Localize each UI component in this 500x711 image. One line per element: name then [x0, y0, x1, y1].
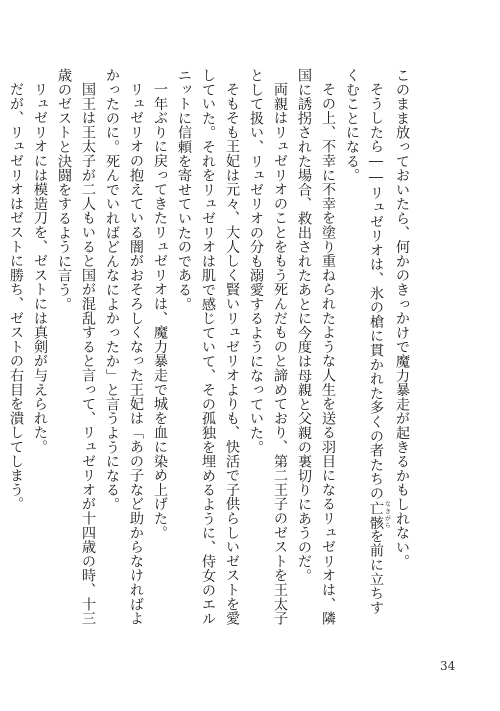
paragraph-10: だが、リュゼリオはゼストに勝ち、ゼストの右目を潰してしまう。: [8, 82, 24, 512]
paragraph-2-before: そうしたら――リュゼリオは、氷の槍に貫かれた多くの者たちの: [368, 82, 384, 501]
page-number: 34: [440, 659, 456, 673]
paragraph-6: 一年ぶりに戻ってきたリュゼリオは、魔力暴走で城を血に染め上げた。: [152, 82, 168, 540]
paragraph-9: リュゼリオには模造刀を、ゼストには真剣が与えられた。: [32, 82, 48, 454]
ruby-reading: なきがら: [383, 500, 391, 530]
paragraph-1: このまま放っておいたら、何かのきっかけで魔力暴走が起きるかもしれない。: [394, 68, 410, 569]
paragraph-2-after: を前に立ちすくむことになる。: [344, 68, 384, 615]
ruby-base: 亡骸: [368, 500, 384, 530]
paragraph-2: [340, 68, 390, 628]
paragraph-7: リュゼリオの抱えている闇がおそろしくなった王妃は「あの子など助からなければよかったのに。死んでいればどんなによかったか」と言うようになる。: [104, 68, 144, 626]
ruby-nakigara: [368, 500, 391, 530]
paragraph-4: 両親はリュゼリオのことをもう死んだものと諦めており、第二王子のゼストを王太子として扱い、リュゼリオの分も溺愛するようになっていた。: [248, 68, 288, 626]
body-text: [8, 68, 414, 628]
paragraph-5: そもそも王妃は元々、大人しく賢いリュゼリオよりも、快活で子供らしいゼストを愛していた。それをリュゼリオは肌で感じていて、その孤独を埋めるように、侍女のエルニットに信頼を寄せていたのである。: [176, 68, 240, 626]
paragraph-8: 国王は王太子が二人もいると国が混乱すると言って、リュゼリオが十四歳の時、十三歳のゼストと決闘をするように言う。: [56, 68, 96, 626]
paragraph-3: その上、不幸に不幸を塗り重ねられたような人生を送る羽目になるリュゼリオは、隣国に誘拐された場合、救出されたあとに今度は母親と父親の裏切りにあうのだ。: [296, 68, 336, 626]
